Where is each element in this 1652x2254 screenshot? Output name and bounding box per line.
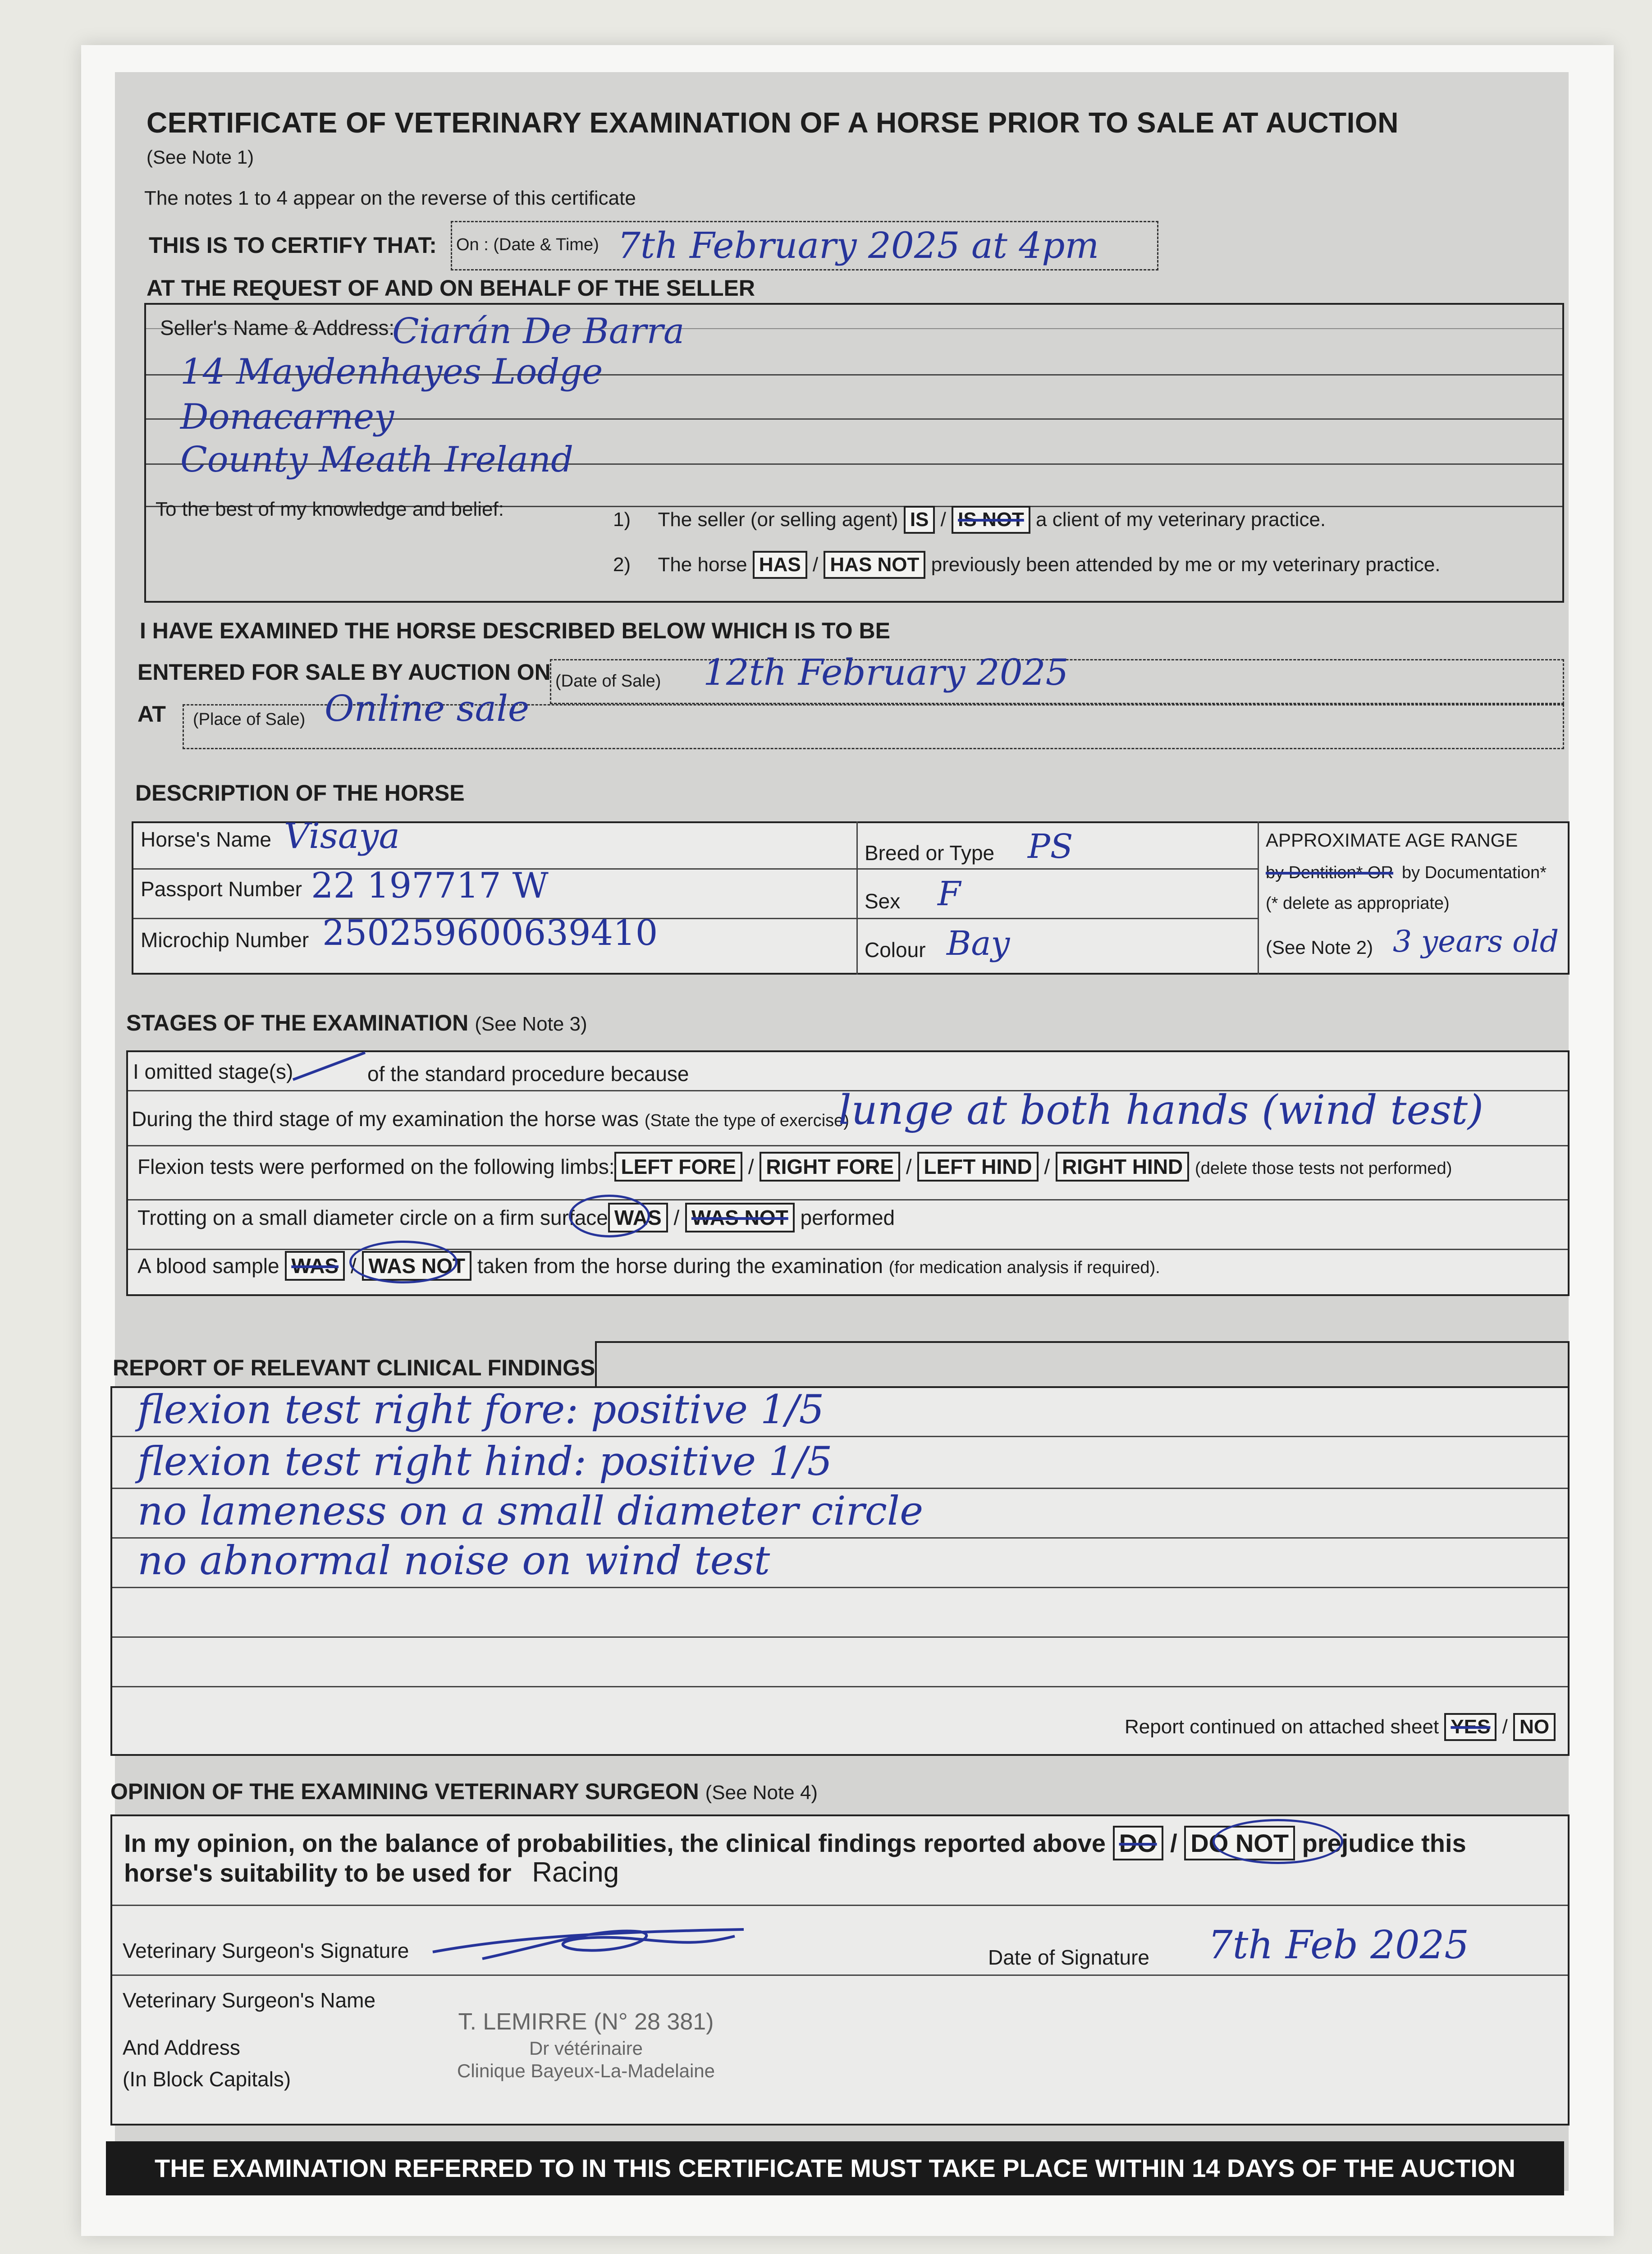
blood-wasnot-option[interactable]: WAS NOT	[362, 1251, 471, 1281]
third-stage-exercise: lunge at both hands (wind test)	[838, 1086, 1484, 1134]
see-note-1: (See Note 1)	[146, 147, 254, 168]
on-date-label: On : (Date & Time)	[456, 235, 599, 254]
finding-line-3: no lameness on a small diameter circle	[137, 1488, 924, 1534]
sex-value: F	[938, 875, 961, 913]
stamp-line-2: Dr vétérinaire	[529, 2038, 643, 2059]
passport-label: Passport Number	[141, 877, 302, 901]
finding-line-1: flexion test right fore: positive 1/5	[137, 1386, 824, 1433]
q1-isnot-option[interactable]: IS NOT	[952, 506, 1030, 534]
stamp-line-3: Clinique Bayeux-La-Madelaine	[457, 2060, 715, 2081]
sale-date-value: 12th February 2025	[703, 651, 1069, 693]
q1-is-option[interactable]: IS	[904, 506, 935, 534]
horse-name-label: Horse's Name	[141, 828, 271, 851]
date-of-signature-value: 7th Feb 2025	[1208, 1923, 1469, 1968]
sale-place-value: Online sale	[325, 687, 530, 729]
opinion-title: OPINION OF THE EXAMINING VETERINARY SURGEON (See Note 4)	[110, 1779, 818, 1804]
signature-label: Veterinary Surgeon's Signature	[123, 1939, 409, 1962]
vet-address-label: And Address	[123, 2036, 240, 2059]
suitability-use: Racing	[532, 1857, 619, 1888]
seller-address-line-2: Donacarney	[180, 397, 394, 437]
q1-text: The seller (or selling agent)	[658, 509, 898, 531]
age-delete-note: (* delete as appropriate)	[1266, 894, 1450, 913]
breed-label: Breed or Type	[865, 841, 995, 865]
omitted-label-b: of the standard procedure because	[367, 1062, 689, 1086]
passport-number: 22 197717 W	[311, 866, 549, 906]
suitability-row: horse's suitability to be used for Racing	[124, 1857, 619, 1888]
at-label: AT	[137, 701, 166, 727]
date-of-signature-label: Date of Signature	[988, 1946, 1150, 1969]
on-date-value: 7th February 2025 at 4pm	[618, 224, 1099, 266]
blood-row: A blood sample WAS / WAS NOT taken from the horse during the examination (for medication analysis if required).	[137, 1251, 1160, 1281]
q1-num: 1)	[613, 509, 631, 531]
seller-address-line-3: County Meath Ireland	[180, 440, 574, 480]
flexion-row: Flexion tests were performed on the following limbs: LEFT FORE / RIGHT FORE / LEFT HIND / RIGHT HIND (delete those tests not performed)	[137, 1152, 1452, 1182]
q2-num: 2)	[613, 554, 631, 576]
horse-section-title: DESCRIPTION OF THE HORSE	[135, 780, 465, 806]
seller-name: Ciarán De Barra	[392, 311, 685, 352]
continued-row: Report continued on attached sheet YES / NO	[1125, 1713, 1556, 1741]
certify-label: THIS IS TO CERTIFY THAT:	[149, 233, 437, 258]
limb-left-fore[interactable]: LEFT FORE	[614, 1152, 742, 1182]
third-stage-row: During the third stage of my examination the horse was (State the type of exercise)	[132, 1107, 849, 1131]
opinion-donot-option[interactable]: DO NOT	[1184, 1826, 1295, 1860]
findings-title: REPORT OF RELEVANT CLINICAL FINDINGS	[113, 1355, 595, 1380]
stages-title: STAGES OF THE EXAMINATION (See Note 3)	[126, 1010, 587, 1035]
breed-value: PS	[1028, 827, 1073, 866]
age-title: APPROXIMATE AGE RANGE	[1266, 829, 1518, 851]
q2-text: The horse	[658, 554, 747, 576]
omitted-label-a: I omitted stage(s)	[133, 1060, 293, 1083]
vet-name-label: Veterinary Surgeon's Name	[123, 1988, 376, 2012]
colour-value: Bay	[947, 924, 1010, 963]
trot-was-option[interactable]: WAS	[608, 1203, 668, 1232]
vet-signature	[428, 1918, 753, 1968]
footer-banner: THE EXAMINATION REFERRED TO IN THIS CERTIFICATE MUST TAKE PLACE WITHIN 14 DAYS OF THE AUCTION	[106, 2141, 1564, 2195]
stamp-line-1: T. LEMIRRE (N° 28 381)	[458, 2009, 714, 2035]
q2-row: 2) The horse HAS / HAS NOT previously been attended by me or my veterinary practice.	[613, 551, 1441, 579]
opinion-do-option[interactable]: DO	[1113, 1826, 1163, 1860]
q2-has-option[interactable]: HAS	[753, 551, 807, 579]
sale-place-label: (Place of Sale)	[193, 710, 306, 729]
finding-line-2: flexion test right hind: positive 1/5	[137, 1438, 833, 1484]
request-label: AT THE REQUEST OF AND ON BEHALF OF THE SELLER	[146, 275, 755, 301]
limb-left-hind[interactable]: LEFT HIND	[917, 1152, 1038, 1182]
q2-tail: previously been attended by me or my veterinary practice.	[931, 554, 1441, 576]
microchip-number: 250259600639410	[322, 913, 658, 953]
continued-yes-option[interactable]: YES	[1444, 1713, 1496, 1741]
sex-label: Sex	[865, 889, 901, 913]
age-see-note: (See Note 2)	[1266, 937, 1373, 958]
seller-address-line-1: 14 Maydenhayes Lodge	[180, 352, 603, 392]
entered-label: ENTERED FOR SALE BY AUCTION ON	[137, 660, 551, 685]
sale-date-label: (Date of Sale)	[555, 672, 661, 691]
age-by-dentition: by Dentition* OR	[1266, 863, 1394, 882]
q1-tail: a client of my veterinary practice.	[1036, 509, 1326, 531]
q2-hasnot-option[interactable]: HAS NOT	[824, 551, 925, 579]
colour-label: Colour	[865, 938, 926, 962]
trot-was-circle	[569, 1195, 650, 1237]
examined-label: I HAVE EXAMINED THE HORSE DESCRIBED BELOW WHICH IS TO BE	[140, 618, 890, 643]
blood-wasnot-circle	[349, 1241, 458, 1283]
opinion-statement: In my opinion, on the balance of probabilities, the clinical findings reported above DO / DO NOT prejudice this	[124, 1826, 1466, 1860]
blood-was-option[interactable]: WAS	[285, 1251, 345, 1281]
q1-row: 1) The seller (or selling agent) IS / IS NOT a client of my veterinary practice.	[613, 506, 1326, 534]
horse-name: Visaya	[284, 816, 400, 857]
age-value: 3 years old	[1393, 924, 1559, 959]
trot-wasnot-option[interactable]: WAS NOT	[685, 1203, 795, 1232]
opinion-donot-circle	[1213, 1819, 1343, 1864]
trot-row: Trotting on a small diameter circle on a firm surface WAS / WAS NOT performed	[137, 1203, 895, 1232]
block-capitals-label: (In Block Capitals)	[123, 2067, 291, 2091]
continued-no-option[interactable]: NO	[1513, 1713, 1556, 1741]
certificate-title: CERTIFICATE OF VETERINARY EXAMINATION OF A HORSE PRIOR TO SALE AT AUCTION	[146, 106, 1399, 139]
finding-line-4: no abnormal noise on wind test	[137, 1537, 770, 1584]
microchip-label: Microchip Number	[141, 928, 309, 952]
belief-label: To the best of my knowledge and belief:	[156, 498, 504, 520]
notes-line: The notes 1 to 4 appear on the reverse of this certificate	[144, 187, 636, 209]
omitted-dash-mark	[288, 1048, 370, 1084]
limb-right-fore[interactable]: RIGHT FORE	[760, 1152, 900, 1182]
age-by-documentation: by Documentation*	[1402, 863, 1547, 882]
limb-right-hind[interactable]: RIGHT HIND	[1056, 1152, 1189, 1182]
seller-name-label: Seller's Name & Address:	[160, 316, 395, 339]
